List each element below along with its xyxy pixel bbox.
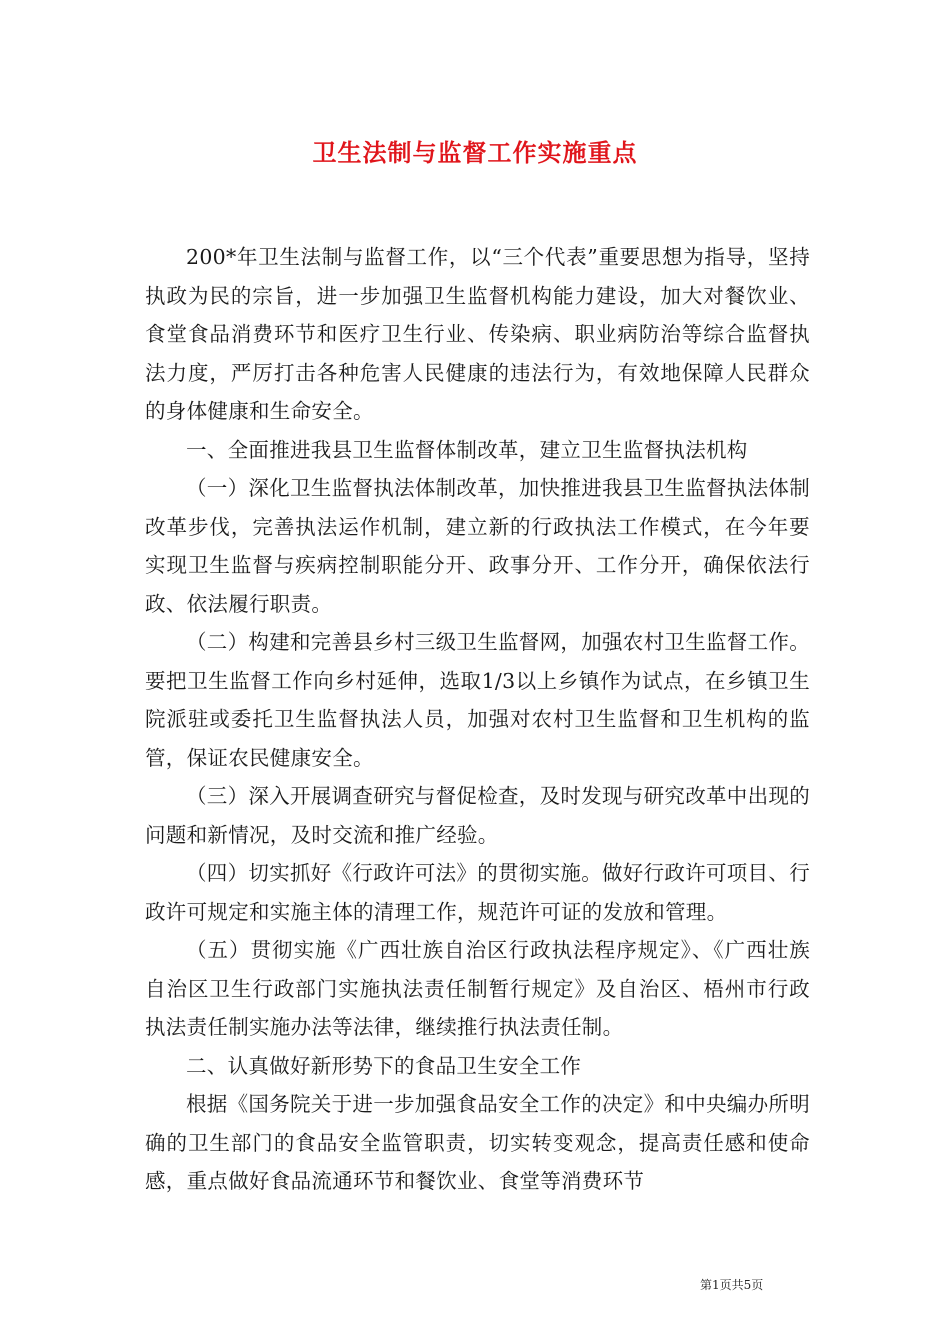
document-body [145, 238, 810, 1201]
paragraph-item-2: （二）构建和完善县乡村三级卫生监督网，加强农村卫生监督工作。要把卫生监督工作向乡村延伸，选取1/3以上乡镇作为试点，在乡镇卫生院派驻或委托卫生监督执法人员，加强对农村卫生监督和卫生机构的监管，保证农民健康安全。 [145, 630, 810, 770]
page-number: 第1页共5页 [700, 1278, 764, 1292]
heading-section-2: 二、认真做好新形势下的食品卫生安全工作 [186, 1053, 582, 1078]
paragraph-item-1: （一）深化卫生监督执法体制改革，加快推进我县卫生监督执法体制改革步伐，完善执法运作机制，建立新的行政执法工作模式，在今年要实现卫生监督与疾病控制职能分开、政事分开、工作分开，确保依法行政、依法履行职责。 [145, 476, 810, 616]
paragraph-item-5: （五）贯彻实施《广西壮族自治区行政执法程序规定》、《广西壮族自治区卫生行政部门实施执法责任制暂行规定》及自治区、梧州市行政执法责任制实施办法等法律，继续推行执法责任制。 [145, 938, 810, 1039]
document-title: 卫生法制与监督工作实施重点 [312, 138, 638, 167]
paragraph-item-4: （四）切实抓好《行政许可法》的贯彻实施。做好行政许可项目、行政许可规定和实施主体的清理工作，规范许可证的发放和管理。 [145, 861, 810, 924]
paragraph-intro: 200*年卫生法制与监督工作，以“三个代表”重要思想为指导，坚持执政为民的宗旨，进一步加强卫生监督机构能力建设，加大对餐饮业、食堂食品消费环节和医疗卫生行业、传染病、职业病防治等综合监督执法力度，严厉打击各种危害人民健康的违法行为，有效地保障人民群众的身体健康和生命安全。 [145, 245, 810, 423]
paragraph-section-2: 根据《国务院关于进一步加强食品安全工作的决定》和中央编办所明确的卫生部门的食品安全监管职责，切实转变观念，提高责任感和使命感，重点做好食品流通环节和餐饮业、食堂等消费环节 [145, 1092, 810, 1193]
heading-section-1: 一、全面推进我县卫生监督体制改革，建立卫生监督执法机构 [186, 437, 748, 462]
page-footer [700, 1276, 820, 1293]
paragraph-item-3: （三）深入开展调查研究与督促检查，及时发现与研究改革中出现的问题和新情况，及时交流和推广经验。 [145, 784, 810, 847]
